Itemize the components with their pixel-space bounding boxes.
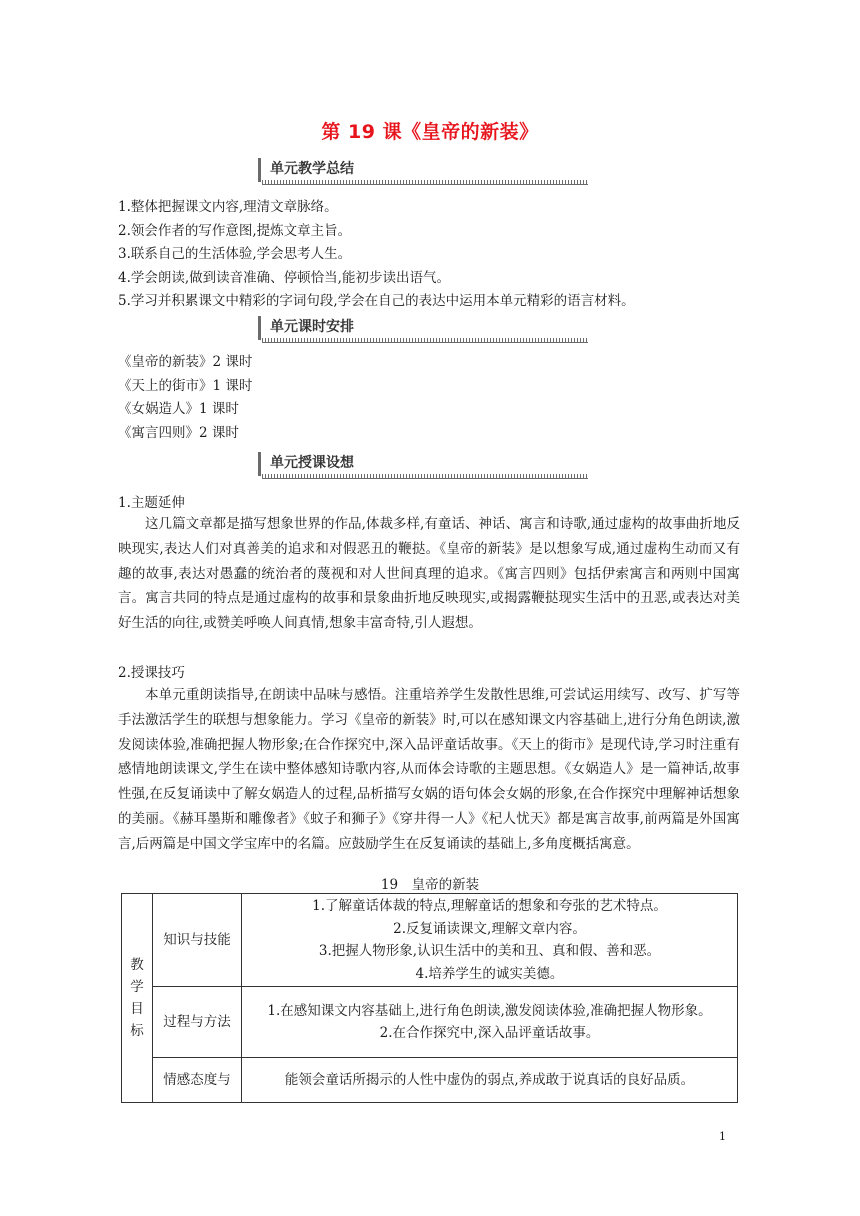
heading-bar [258,158,261,182]
list-item: 2.领会作者的写作意图,提炼文章主旨。 [118,222,352,239]
goal-line: 3.把握人物形象,认识生活中的美和丑、真和假、善和恶。 [318,943,661,959]
category-cell [153,1058,242,1103]
category-label: 情感态度与 [163,1072,231,1088]
list-item: 4.学会朗读,做到读音准确、停顿恰当,能初步读出语气。 [118,269,450,286]
category-label: 知识与技能 [163,932,231,948]
content-cell [242,1058,738,1103]
list-item: 《皇帝的新装》2 课时 [118,354,253,370]
heading-rule [262,338,588,343]
goal-line: 能领会童话所揭示的人性中虚伪的弱点,养成敢于说真话的良好品质。 [284,1071,695,1088]
row-header-text: 教学目标 [130,957,144,1039]
content-cell [242,894,738,987]
goal-line: 1.了解童话体裁的特点,理解童话的想象和夸张的艺术特点。 [312,898,667,914]
content-cell [242,987,738,1058]
section-heading-ideas [258,450,588,480]
list-item: 《寓言四则》2 课时 [118,424,239,441]
teaching-goals-table [121,893,738,1103]
section-heading-label: 单元课时安排 [270,319,354,335]
list-item: 《天上的街市》1 课时 [118,377,253,394]
table-row [122,894,738,987]
goal-line: 1.在感知课文内容基础上,进行角色朗读,激发阅读体验,准确把握人物形象。 [267,1002,712,1019]
category-cell [153,894,242,987]
heading-rule [262,474,588,479]
table-row [122,987,738,1058]
table-caption: 19 皇帝的新装 [380,877,480,893]
section-heading-summary [258,156,588,186]
list-item: 1.整体把握课文内容,理清文章脉络。 [118,199,338,215]
section-heading-label: 单元授课设想 [270,455,354,471]
page-title: 第 19 课《皇帝的新装》 [321,121,539,143]
goal-line: 4.培养学生的诚实美德。 [415,965,564,982]
list-item: 5.学习并积累课文中精彩的字词句段,学会在自己的表达中运用本单元精彩的语言材料。 [118,293,635,310]
paragraph-technique: 本单元重朗读指导,在朗读中品味与感悟。注重培养学生发散性思维,可尝试运用续写、改写、扩写等手法激活学生的联想与想象能力。学习《皇帝的新装》时,可以在感知课文内容基础上,进行分角色朗读,激发阅读体验,准确把握人物形象;在合作探究中,深入品评童话故事。《天上的街市》是现代诗,学习时注重有感情地朗读课文,学生在读中整体感知诗歌内容,从而体会诗歌的主题思想。《女娲造人》是一篇神话,故事性强,在反复诵读中了解女娲造人的过程,品析描写女娲的语句体会女娲的形象,在合作探究中理解神话想象的美丽。《赫耳墨斯和雕像者》《蚊子和狮子》《穿井得一人》《杞人忧天》都是寓言故事,前两篇是外国寓言,后两篇是中国文学宝库中的名篇。应鼓励学生在反复诵读的基础上,多角度概括寓意。 [118,687,740,852]
subheading-technique: 2.授课技巧 [118,665,185,681]
list-item: 《女娲造人》1 课时 [118,401,239,418]
summary-list [118,196,635,314]
page-number: 1 [719,1130,726,1143]
list-item: 3.联系自己的生活体验,学会思考人生。 [118,246,352,263]
section-heading-schedule [258,314,588,344]
row-header [122,894,153,1103]
category-label: 过程与方法 [163,1014,231,1030]
section-heading-label: 单元教学总结 [270,161,354,177]
goal-line: 2.在合作探究中,深入品评童话故事。 [379,1025,600,1041]
table-row [122,1058,738,1103]
schedule-list [118,351,252,445]
paragraph-theme: 这几篇文章都是描写想象世界的作品,体裁多样,有童话、神话、寓言和诗歌,通过虚构的故事曲折地反映现实,表达人们对真善美的追求和对假恶丑的鞭挞。《皇帝的新装》是以想象写成,通过虚构生动而又有趣的故事,表达对愚蠢的统治者的蔑视和对人世间真理的追求。《寓言四则》包括伊索寓言和两则中国寓言。寓言共同的特点是通过虚构的故事和景象曲折地反映现实,或揭露鞭挞现实生活中的丑恶,或表达对美好生活的向往,或赞美呼唤人间真情,想象丰富奇特,引人遐想。 [118,516,740,632]
goal-line: 2.反复诵读课文,理解文章内容。 [393,920,586,937]
subheading-theme: 1.主题延伸 [118,495,185,511]
heading-rule [262,180,588,185]
heading-bar [258,452,261,476]
category-cell [153,987,242,1058]
heading-bar [258,316,261,340]
